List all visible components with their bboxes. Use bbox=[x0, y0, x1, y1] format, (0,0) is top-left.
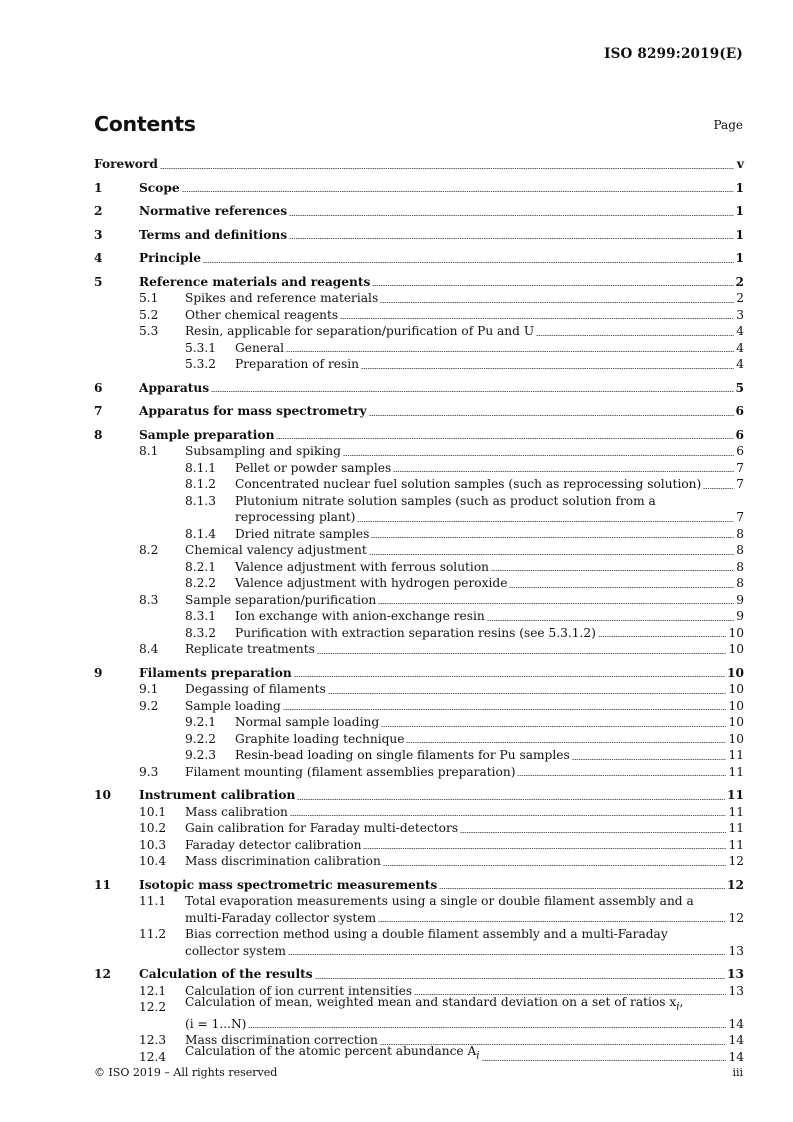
toc-entry[interactable] bbox=[94, 592, 744, 609]
dot-leader bbox=[487, 620, 734, 621]
toc-entry[interactable] bbox=[94, 203, 744, 220]
toc-entry-number: 11.1 bbox=[139, 894, 167, 908]
toc-entry[interactable] bbox=[94, 559, 744, 576]
toc-entry[interactable] bbox=[94, 460, 744, 477]
toc-entry-title-text: Sample loading bbox=[185, 698, 281, 713]
toc-entry-title-text: Isotopic mass spectrometric measurements bbox=[139, 877, 438, 892]
toc-entry-title-text: Subsampling and spiking bbox=[185, 444, 341, 458]
toc-entry-number: 8.1 bbox=[139, 444, 159, 458]
toc-entry[interactable] bbox=[94, 526, 744, 543]
toc-entry-page: 11 bbox=[728, 748, 744, 762]
toc-entry-number: 8.4 bbox=[139, 642, 159, 656]
toc-entry[interactable] bbox=[94, 356, 744, 373]
toc-entry-title bbox=[235, 340, 284, 357]
dot-leader bbox=[393, 471, 734, 472]
toc-entry-number: 5 bbox=[94, 274, 103, 289]
toc-entry-title bbox=[185, 837, 361, 854]
toc-entry[interactable] bbox=[94, 443, 744, 460]
toc-entry-title bbox=[235, 460, 391, 477]
toc-entry-title-text: Pellet or powder samples bbox=[235, 460, 392, 475]
toc-entry[interactable] bbox=[94, 380, 744, 397]
toc-entry-title bbox=[185, 307, 338, 324]
toc-entry[interactable] bbox=[94, 625, 744, 642]
dot-leader bbox=[288, 954, 726, 955]
toc-entry-number: 5.1 bbox=[139, 291, 159, 305]
toc-entry-number: 8.3 bbox=[139, 592, 159, 607]
toc-entry-title-text: Ion exchange with anion-exchange resin bbox=[235, 609, 485, 623]
toc-entry[interactable] bbox=[94, 290, 744, 307]
toc-entry-title-text: Calculation of the atomic percent abundance A bbox=[185, 1044, 477, 1059]
toc-entry-title bbox=[139, 203, 287, 220]
toc-entry-number: 9.2.2 bbox=[185, 731, 217, 746]
toc-entry-page: 9 bbox=[736, 592, 744, 607]
toc-entry-title-text: Resin-bead loading on single filaments for Pu samples bbox=[235, 748, 570, 762]
toc-entry-title bbox=[235, 493, 656, 510]
toc-entry-page: 1 bbox=[735, 204, 744, 218]
dot-leader bbox=[380, 302, 734, 303]
toc-entry-number: 9.1 bbox=[139, 682, 159, 696]
dot-leader bbox=[315, 978, 725, 979]
toc-entry-title bbox=[139, 403, 367, 420]
toc-entry-title bbox=[235, 356, 359, 373]
toc-entry[interactable] bbox=[94, 542, 744, 559]
toc-entry-page: 9 bbox=[736, 609, 744, 623]
dot-leader bbox=[357, 521, 734, 522]
toc-entry[interactable] bbox=[94, 681, 744, 698]
dot-leader bbox=[317, 653, 727, 654]
toc-entry[interactable] bbox=[94, 476, 744, 493]
toc-entry-page: 11 bbox=[728, 821, 744, 835]
dot-leader bbox=[297, 799, 725, 800]
document-code: ISO 8299:2019(E) bbox=[604, 46, 743, 62]
toc-entry-title bbox=[185, 681, 326, 698]
toc-entry-title bbox=[185, 910, 376, 927]
dot-leader bbox=[491, 570, 734, 571]
toc-entry-title bbox=[235, 509, 355, 526]
toc-entry-number: 8.1.1 bbox=[185, 460, 217, 475]
toc-entry-title bbox=[185, 764, 515, 781]
toc-entry-page: 1 bbox=[735, 251, 744, 265]
dot-leader bbox=[286, 351, 734, 352]
toc-entry-title-text: reprocessing plant) bbox=[235, 510, 356, 524]
toc-entry-title-text: Scope bbox=[139, 180, 180, 195]
toc-entry[interactable] bbox=[94, 893, 744, 910]
toc-entry-title-text: Valence adjustment with ferrous solution bbox=[235, 559, 490, 574]
toc-entry-title-text: Terms and definitions bbox=[139, 227, 288, 242]
toc-entry[interactable] bbox=[94, 323, 744, 340]
toc-entry[interactable] bbox=[94, 180, 744, 197]
toc-entry[interactable] bbox=[94, 250, 744, 267]
toc-entry-number: 11 bbox=[94, 877, 111, 892]
toc-entry-title-text: Gain calibration for Faraday multi-detectors bbox=[185, 821, 459, 835]
toc-entry-page: 1 bbox=[735, 180, 744, 195]
dot-leader bbox=[289, 238, 733, 239]
toc-entry-title-text: Total evaporation measurements using a single or double filament assembly and a bbox=[185, 894, 694, 908]
toc-entry-number: 9.2 bbox=[139, 698, 159, 713]
toc-entry[interactable] bbox=[94, 641, 744, 658]
toc-entry-page: 14 bbox=[728, 1049, 744, 1064]
toc-entry-title bbox=[94, 156, 158, 173]
toc-entry-page: 3 bbox=[736, 307, 744, 322]
toc-entry-title-text: General bbox=[235, 340, 284, 355]
toc-entry-page: 12 bbox=[727, 877, 744, 892]
toc-entry-page: 8 bbox=[736, 543, 744, 557]
toc-entry-title-text: Mass calibration bbox=[185, 804, 288, 819]
toc-entry-title bbox=[185, 290, 378, 307]
toc-entry-page: 11 bbox=[728, 837, 744, 852]
toc-entry[interactable] bbox=[94, 731, 744, 748]
dot-leader bbox=[383, 865, 727, 866]
title-tail: , bbox=[679, 994, 684, 1009]
toc-entry-number: 9 bbox=[94, 665, 103, 680]
toc-entry-number: 9.3 bbox=[139, 764, 159, 779]
dot-leader bbox=[482, 1060, 727, 1061]
toc-entry[interactable] bbox=[94, 427, 744, 444]
dot-leader bbox=[572, 759, 727, 760]
toc-entry-number: 4 bbox=[94, 251, 103, 265]
toc-entry[interactable] bbox=[94, 714, 744, 731]
toc-entry-title-text: Spikes and reference materials bbox=[185, 291, 379, 305]
toc-entry-number: 8 bbox=[94, 427, 103, 442]
toc-entry-page: 7 bbox=[736, 510, 744, 524]
toc-entry-title-text: Concentrated nuclear fuel solution samples (such as reprocessing solution) bbox=[235, 477, 702, 491]
toc-entry-title-text: Normal sample loading bbox=[235, 715, 380, 729]
toc-entry-number: 8.3.2 bbox=[185, 625, 217, 640]
copyright-footer: © ISO 2019 – All rights reserved bbox=[94, 1066, 278, 1079]
dot-leader bbox=[328, 693, 727, 694]
toc-entry-number: 5.3 bbox=[139, 324, 159, 338]
dot-leader bbox=[703, 488, 734, 489]
toc-entry-page: 8 bbox=[736, 576, 744, 590]
toc-entry[interactable] bbox=[94, 820, 744, 837]
subscript: i bbox=[476, 1050, 480, 1062]
toc-entry-page: 14 bbox=[728, 1016, 744, 1031]
toc-entry-number: 2 bbox=[94, 204, 103, 218]
dot-leader bbox=[248, 1027, 726, 1028]
toc-entry-number: 5.3.2 bbox=[185, 357, 217, 371]
dot-leader bbox=[160, 168, 734, 169]
toc-entry-title bbox=[139, 787, 295, 804]
toc-entry-title-text: Sample preparation bbox=[139, 427, 275, 442]
toc-entry-title bbox=[185, 443, 341, 460]
toc-entry[interactable] bbox=[94, 698, 744, 715]
toc-entry-page: 14 bbox=[728, 1033, 744, 1047]
toc-entry-title bbox=[185, 1016, 246, 1033]
toc-entry[interactable] bbox=[94, 509, 744, 526]
toc-entry-title-text: Calculation of mean, weighted mean and standard deviation on a set of ratios x bbox=[185, 994, 677, 1009]
toc-entry-title bbox=[185, 592, 376, 609]
toc-entry-title bbox=[139, 274, 370, 291]
toc-entry-number: 10.1 bbox=[139, 804, 167, 819]
toc-entry-title bbox=[139, 180, 180, 197]
toc-entry-title bbox=[185, 804, 288, 821]
page-column-label: Page bbox=[713, 118, 743, 132]
toc-entry-page: 10 bbox=[728, 625, 744, 640]
toc-entry-number: 10.2 bbox=[139, 821, 167, 835]
toc-entry-title-text: Purification with extraction separation resins (see 5.3.1.2) bbox=[235, 625, 596, 640]
toc-entry-title-text: Mass discrimination correction bbox=[185, 1033, 378, 1047]
toc-entry[interactable] bbox=[94, 764, 744, 781]
toc-entry-page: 12 bbox=[728, 910, 744, 925]
toc-entry[interactable] bbox=[94, 403, 744, 420]
dot-leader bbox=[536, 335, 734, 336]
dot-leader bbox=[381, 726, 726, 727]
toc-entry[interactable] bbox=[94, 1044, 744, 1066]
toc-entry-title-text: multi-Faraday collector system bbox=[185, 910, 377, 925]
toc-entry-number: 9.2.1 bbox=[185, 715, 217, 729]
toc-entry-page: 5 bbox=[735, 380, 744, 395]
toc-entry[interactable] bbox=[94, 837, 744, 854]
toc-entry-title bbox=[185, 323, 534, 340]
toc-entry[interactable] bbox=[94, 1016, 744, 1033]
toc-entry-page: 4 bbox=[736, 340, 744, 355]
dot-leader bbox=[509, 587, 734, 588]
toc-entry-number: 8.1.3 bbox=[185, 493, 217, 508]
toc-entry-title-text: Graphite loading technique bbox=[235, 731, 405, 746]
dot-leader bbox=[406, 742, 726, 743]
toc-entry-number: 8.2.1 bbox=[185, 559, 217, 574]
dot-leader bbox=[290, 815, 727, 816]
toc-entry-title-text: Faraday detector calibration bbox=[185, 837, 362, 852]
toc-entry[interactable] bbox=[94, 943, 744, 960]
toc-entry-page: v bbox=[736, 157, 744, 171]
toc-entry-title-text: Apparatus for mass spectrometry bbox=[139, 404, 367, 418]
toc-entry-page: 10 bbox=[728, 715, 744, 729]
toc-entry-page: 12 bbox=[728, 854, 744, 868]
toc-entry-page: 7 bbox=[736, 460, 744, 475]
toc-entry[interactable] bbox=[94, 877, 744, 894]
dot-leader bbox=[340, 318, 734, 319]
toc-entry-title bbox=[185, 853, 381, 870]
toc-entry[interactable] bbox=[94, 804, 744, 821]
toc-entry[interactable] bbox=[94, 493, 744, 510]
toc-entry-title-text: Chemical valency adjustment bbox=[185, 543, 367, 557]
dot-leader bbox=[369, 415, 734, 416]
toc-entry[interactable] bbox=[94, 926, 744, 943]
toc-entry-title-text: Plutonium nitrate solution samples (such as product solution from a bbox=[235, 493, 656, 508]
toc-entry-title bbox=[185, 926, 668, 943]
toc-entry-title bbox=[139, 665, 292, 682]
toc-entry[interactable] bbox=[94, 910, 744, 927]
toc-entry-title bbox=[235, 714, 379, 731]
dot-leader bbox=[378, 921, 726, 922]
toc-entry[interactable] bbox=[94, 156, 744, 173]
toc-entry-title bbox=[185, 1043, 480, 1065]
dot-leader bbox=[460, 832, 726, 833]
toc-entry-title-text: Replicate treatments bbox=[185, 642, 315, 656]
toc-entry[interactable] bbox=[94, 966, 744, 983]
toc-entry[interactable] bbox=[94, 340, 744, 357]
toc-entry-page: 4 bbox=[736, 324, 744, 338]
toc-entry-number: 12 bbox=[94, 967, 111, 981]
toc-entry[interactable] bbox=[94, 575, 744, 592]
toc-entry-page: 1 bbox=[735, 227, 744, 242]
toc-entry-page: 2 bbox=[736, 291, 744, 305]
toc-entry-number: 5.3.1 bbox=[185, 340, 217, 355]
toc-entry-page: 6 bbox=[735, 404, 744, 418]
dot-leader bbox=[371, 537, 734, 538]
toc-entry-number: 9.2.3 bbox=[185, 748, 217, 762]
dot-leader bbox=[517, 775, 726, 776]
dot-leader bbox=[369, 554, 734, 555]
toc-entry-page: 13 bbox=[727, 967, 744, 981]
toc-entry-title bbox=[139, 966, 313, 983]
toc-entry-number: 5.2 bbox=[139, 307, 159, 322]
toc-entry[interactable] bbox=[94, 274, 744, 291]
toc-entry-title-text: Sample separation/purification bbox=[185, 592, 377, 607]
toc-entry-title bbox=[235, 476, 701, 493]
toc-entry-title bbox=[235, 625, 596, 642]
toc-entry-number: 12.4 bbox=[139, 1049, 167, 1064]
toc-entry-title bbox=[235, 526, 369, 543]
dot-leader bbox=[343, 455, 734, 456]
toc-entry-title bbox=[185, 641, 315, 658]
toc-entry-number: 8.1.4 bbox=[185, 526, 217, 541]
toc-entry-page: 10 bbox=[728, 642, 744, 656]
toc-entry-title-text: Mass discrimination calibration bbox=[185, 854, 381, 868]
toc-entry-number: 1 bbox=[94, 180, 103, 195]
toc-entry-number: 8.2 bbox=[139, 543, 159, 557]
toc-entry[interactable] bbox=[94, 853, 744, 870]
toc-entry-title-text: Filament mounting (filament assemblies preparation) bbox=[185, 764, 516, 779]
toc-entry-title-text: Principle bbox=[139, 251, 202, 265]
toc-entry-page: 11 bbox=[728, 804, 744, 819]
toc-entry-title-text: Normative references bbox=[139, 204, 288, 218]
toc-entry-page: 6 bbox=[735, 427, 744, 442]
toc-entry-title bbox=[185, 893, 694, 910]
toc-entry-title bbox=[185, 542, 367, 559]
dot-leader bbox=[363, 848, 726, 849]
toc-entry-title bbox=[235, 747, 570, 764]
page-number: iii bbox=[732, 1066, 743, 1079]
dot-leader bbox=[276, 438, 733, 439]
toc-entry-title-text: collector system bbox=[185, 943, 286, 958]
toc-entry-title bbox=[235, 559, 489, 576]
toc-entry-number: 10 bbox=[94, 788, 111, 802]
toc-entry-title bbox=[139, 250, 201, 267]
toc-entry-title-text: Foreword bbox=[94, 157, 158, 171]
toc-entry[interactable] bbox=[94, 307, 744, 324]
toc-entry-page: 10 bbox=[727, 665, 744, 680]
dot-leader bbox=[598, 636, 727, 637]
toc-entry[interactable] bbox=[94, 608, 744, 625]
toc-entry-title bbox=[185, 943, 286, 960]
dot-leader bbox=[378, 603, 734, 604]
table-of-contents bbox=[94, 156, 744, 1065]
toc-entry-page: 6 bbox=[736, 444, 744, 458]
toc-entry-number: 8.3.1 bbox=[185, 609, 217, 623]
toc-entry-number: 11.2 bbox=[139, 927, 167, 941]
dot-leader bbox=[289, 215, 733, 216]
toc-entry-number: 12.3 bbox=[139, 1033, 167, 1047]
toc-entry-title-text: Instrument calibration bbox=[139, 788, 296, 802]
toc-entry-title bbox=[185, 698, 281, 715]
toc-entry[interactable] bbox=[94, 227, 744, 244]
toc-entry-number: 7 bbox=[94, 404, 103, 418]
toc-entry-title-text: Degassing of filaments bbox=[185, 682, 326, 696]
toc-entry-title bbox=[235, 731, 404, 748]
toc-entry-title-text: Reference materials and reagents bbox=[139, 274, 371, 289]
toc-entry-title-text: Resin, applicable for separation/purification of Pu and U bbox=[185, 324, 535, 338]
toc-entry-number: 6 bbox=[94, 380, 103, 395]
toc-entry-title-text: Valence adjustment with hydrogen peroxide bbox=[235, 576, 508, 590]
toc-entry-number: 10.4 bbox=[139, 854, 167, 868]
dot-leader bbox=[372, 285, 733, 286]
toc-entry[interactable] bbox=[94, 994, 744, 1016]
toc-entry-title-text: Apparatus bbox=[139, 380, 210, 395]
toc-entry[interactable] bbox=[94, 665, 744, 682]
toc-entry-number: 8.1.2 bbox=[185, 477, 217, 491]
toc-entry-number: 8.2.2 bbox=[185, 576, 217, 590]
toc-entry-number: 10.3 bbox=[139, 837, 167, 852]
dot-leader bbox=[439, 888, 725, 889]
toc-entry-page: 8 bbox=[736, 559, 744, 574]
toc-entry-title bbox=[139, 380, 209, 397]
toc-entry-title bbox=[235, 575, 507, 592]
toc-entry-title-text: Calculation of the results bbox=[139, 967, 313, 981]
subscript: i bbox=[676, 1001, 680, 1012]
toc-entry-title-text: Bias correction method using a double filament assembly and a multi-Faraday bbox=[185, 927, 668, 941]
dot-leader bbox=[203, 262, 733, 263]
toc-entry-page: 13 bbox=[728, 943, 744, 958]
dot-leader bbox=[211, 391, 733, 392]
toc-entry-title-text: (i = 1...N) bbox=[185, 1016, 247, 1031]
toc-entry-page: 10 bbox=[728, 698, 744, 713]
toc-entry-number: 3 bbox=[94, 227, 103, 242]
toc-entry-page: 2 bbox=[735, 274, 744, 289]
toc-entry-title bbox=[139, 877, 437, 894]
toc-entry-number: 12.2 bbox=[139, 1000, 167, 1014]
toc-entry-title-text: Filaments preparation bbox=[139, 665, 292, 680]
toc-entry[interactable] bbox=[94, 747, 744, 764]
toc-entry-title-text: Other chemical reagents bbox=[185, 307, 339, 322]
toc-entry-page: 11 bbox=[727, 788, 744, 802]
toc-entry-page: 7 bbox=[736, 477, 744, 491]
toc-entry-title-text: Preparation of resin bbox=[235, 357, 360, 371]
toc-entry-title bbox=[235, 608, 485, 625]
toc-entry-number: 12.1 bbox=[139, 983, 167, 998]
toc-entry-page: 8 bbox=[736, 526, 744, 541]
toc-entry-title-text: Dried nitrate samples bbox=[235, 526, 370, 541]
toc-entry-title-text: Calculation of ion current intensities bbox=[185, 983, 413, 998]
toc-entry-title bbox=[139, 227, 287, 244]
contents-title: Contents bbox=[94, 112, 196, 136]
dot-leader bbox=[283, 709, 727, 710]
toc-entry-page: 10 bbox=[728, 682, 744, 696]
dot-leader bbox=[361, 368, 734, 369]
toc-entry[interactable] bbox=[94, 787, 744, 804]
toc-entry-page: 13 bbox=[728, 983, 744, 998]
toc-entry-page: 11 bbox=[728, 764, 744, 779]
dot-leader bbox=[294, 676, 725, 677]
toc-entry-title bbox=[185, 820, 458, 837]
toc-entry-title bbox=[139, 427, 274, 444]
toc-entry-page: 10 bbox=[728, 731, 744, 746]
toc-entry-page: 4 bbox=[736, 357, 744, 371]
toc-entry-title bbox=[185, 994, 683, 1016]
dot-leader bbox=[182, 191, 734, 192]
